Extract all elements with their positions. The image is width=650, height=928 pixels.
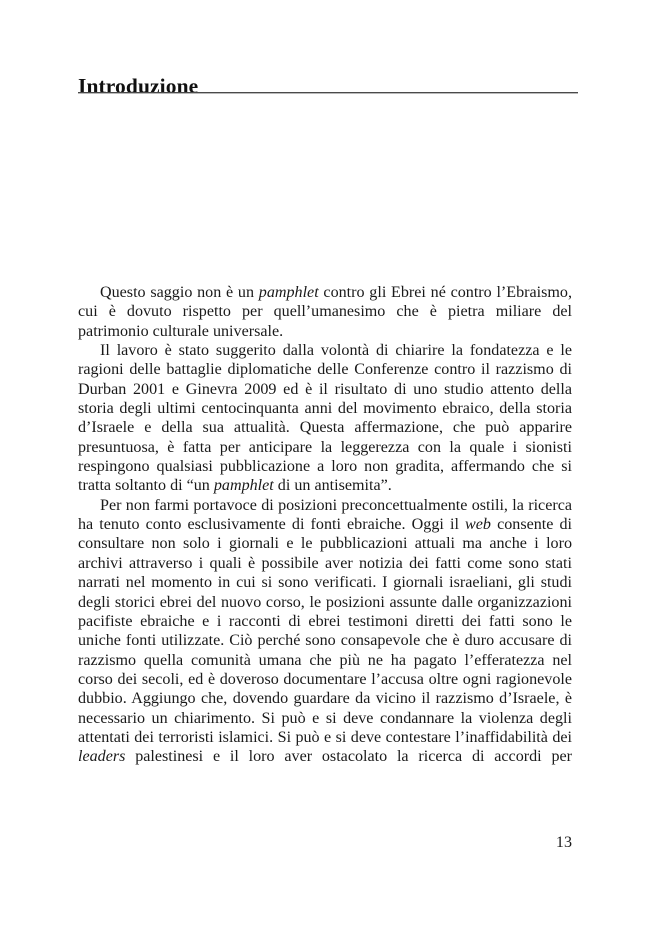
paragraph: [78, 341, 572, 496]
paragraph: [78, 283, 572, 341]
italic-term: pamphlet: [213, 477, 274, 495]
text-run: palestinesi e il loro aver ostacolato la ricerca di accordi per: [125, 748, 572, 766]
italic-term: pamphlet: [258, 284, 319, 301]
text-run: Il lavoro è stato suggerito dalla volontà di chiarire la fondatezza e le ragioni delle battaglie diplomatiche delle Conferenze contro il razzismo di Durban 2001 e Ginevra 2009 ed è il risultato di uno studio attento della storia degli ultimi centocinquanta anni del movimento ebraico, della storia d’Israele e della sua attualità. Questa affermazione, che può apparire presuntuosa, è fatta per anticipare la leggerezza con la quale i sionisti respingono qualsiasi pubblicazione a loro non gradita, affermando che si tratta soltanto di “un: [78, 342, 572, 495]
text-run: consente di consultare non solo i giornali e le pubblicazioni attuali ma anche i loro archivi attraverso i quali è possibile aver notizia dei fatti come sono stati narrati nel momento in cui si sono verificati. I giornali israeliani, gli studi degli storici ebrei del nuovo corso, le posizioni assunte dalle organizzazioni pacifiste ebraiche e i racconti di ebrei testimoni diretti dei fatti sono le uniche fonti utilizzate. Ciò perché sono consapevole che è duro accusare di razzismo quella comunità umana che più ne ha pagato l’efferatezza nel corso dei secoli, ed è doveroso documentare l’accusa oltre ogni ragionevole dubbio. Aggiungo che, dovendo guardare da vicino il razzismo d’Israele, è necessario un chiarimento. Si può e si deve condannare la violenza degli attentati dei terroristi islamici. Si può e si deve contestare l’inaffidabilità dei: [78, 516, 573, 746]
paragraph: [78, 496, 572, 767]
page-title: Introduzione: [78, 74, 199, 99]
heading-divider: [78, 92, 578, 94]
italic-term: web: [465, 516, 491, 534]
text-run: di un antisemita”.: [273, 477, 392, 495]
italic-term: leaders: [78, 748, 126, 766]
text-run: contro gli Ebrei né contro l’Ebraismo, cui è dovuto rispetto per quell’umanesimo che è pietra miliare del patrimonio culturale universale.: [78, 284, 572, 340]
body-text: [78, 283, 572, 767]
text-run: Per non farmi portavoce di posizioni preconcettualmente ostili, la ricerca ha tenuto conto esclusivamente di fonti ebraiche. Oggi il: [78, 496, 572, 534]
text-run: Questo saggio non è un: [100, 284, 259, 301]
page-number: 13: [555, 834, 572, 851]
